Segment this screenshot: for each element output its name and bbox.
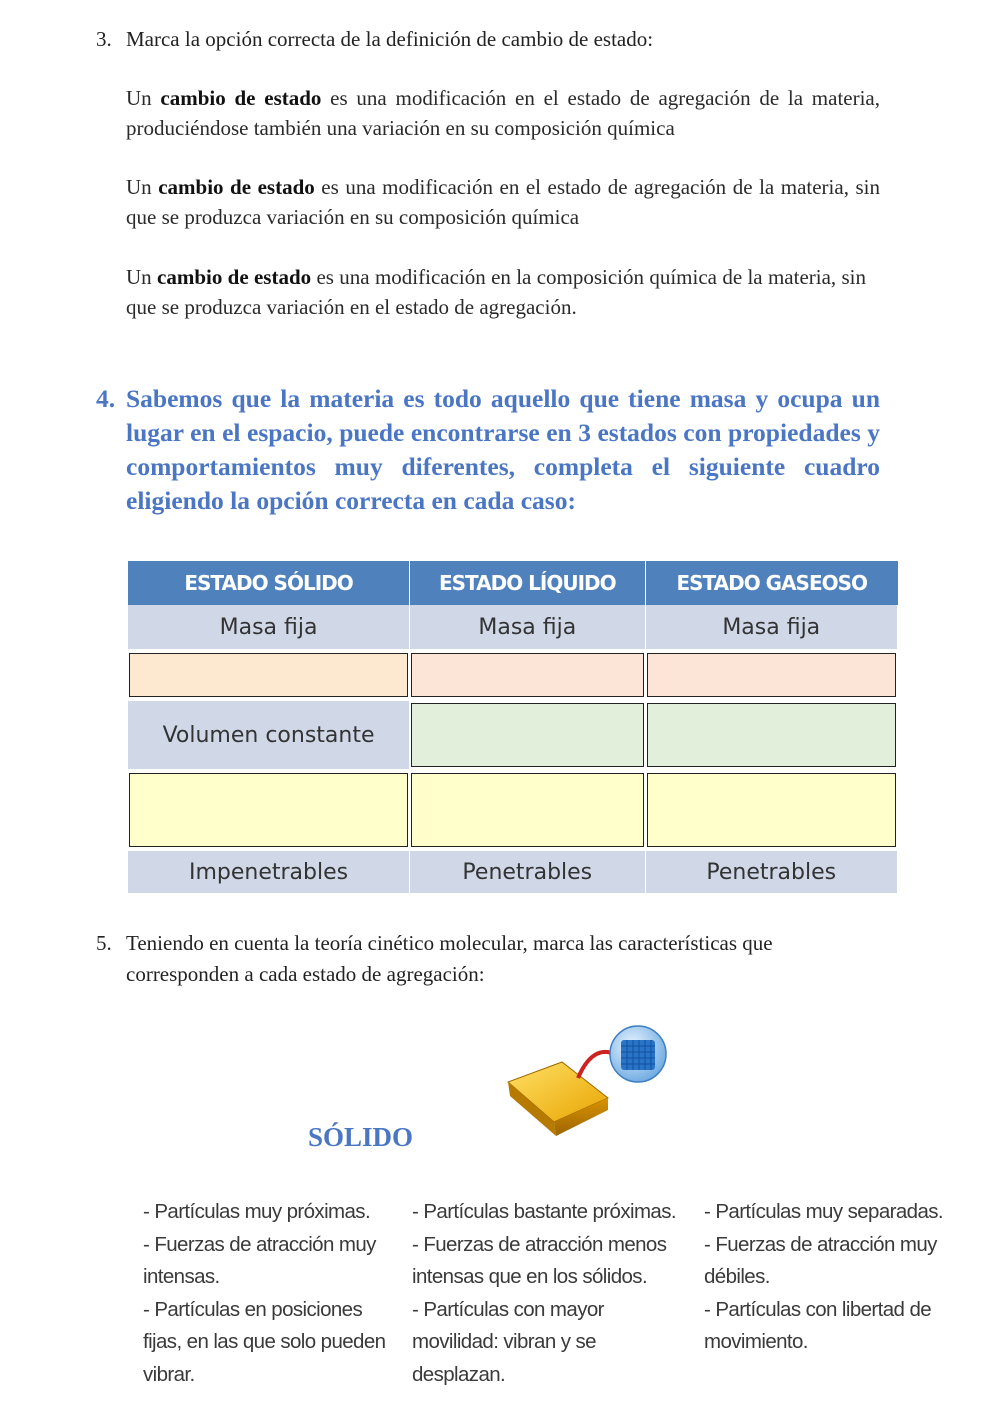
char-liquid-line-5: movilidad: vibran y se [412,1330,596,1353]
q5-text: Teniendo en cuenta la teoría cinético molecular, marca las características que corresponden a cada estado de agregación: [126,931,773,986]
q3-option-2-rest: es una modificación en el estado de agregación de la materia, sin que se produzca variación en su composición química [126,175,880,229]
char-gas-line-3: débiles. [704,1265,770,1288]
q3-number: 3. [96,27,112,51]
char-liquid-line-2: - Fuerzas de atracción menos [412,1232,667,1256]
cell-gas-shape [646,651,899,701]
q4-block [96,382,880,518]
cell-solid-mass: Masa fija [128,605,410,651]
char-solid-line-1: - Partículas muy próximas. [143,1200,371,1223]
cell-solid-compress [128,771,410,851]
char-gas-line-1: - Partículas muy separadas. [704,1200,944,1223]
cell-solid-penetrable: Impenetrables [128,851,410,895]
char-solid-line-6: vibrar. [143,1362,195,1386]
drop-slot-liquid-compress[interactable] [411,773,643,847]
cell-solid-volume: Volumen constante [128,701,410,771]
gold-ingot-icon [500,1020,670,1145]
q3-option-3-bold: cambio de estado [157,265,312,289]
q3-option-2-bold: cambio de estado [158,175,315,199]
q3-option-1-rest: es una modificación en el estado de agregación de la materia, produciéndose también una variación en su composición química [126,86,880,140]
drop-slot-liquid-volume[interactable] [411,703,643,767]
char-solid-line-5: fijas, en las que solo pueden [143,1330,386,1353]
q3-option-2[interactable] [126,172,880,232]
characteristics-solid[interactable] [143,1196,403,1391]
drop-slot-solid-compress[interactable] [129,773,408,847]
cell-gas-penetrable: Penetrables [646,851,899,895]
header-liquid: ESTADO LÍQUIDO [410,561,645,605]
char-solid-line-3: intensas. [143,1265,220,1288]
q3-option-3[interactable] [126,262,866,322]
characteristics-liquid[interactable] [412,1196,697,1391]
characteristics-gas[interactable] [704,1196,994,1359]
cell-liquid-mass: Masa fija [410,605,645,651]
drop-slot-gas-compress[interactable] [647,773,897,847]
q3-option-1-lead: Un [126,86,161,110]
char-solid-line-2: - Fuerzas de atracción muy [143,1232,376,1256]
cell-solid-shape [128,651,410,701]
q3-option-3-lead: Un [126,265,157,289]
header-solid: ESTADO SÓLIDO [128,561,410,605]
q4-number: 4. [96,384,116,413]
char-liquid-line-4: - Partículas con mayor [412,1297,604,1321]
cell-liquid-volume [410,701,645,771]
solid-label[interactable]: SÓLIDO [308,1122,414,1152]
char-gas-line-4: - Partículas con libertad de [704,1297,932,1321]
char-gas-line-2: - Fuerzas de atracción muy [704,1232,937,1256]
cell-liquid-penetrable: Penetrables [410,851,645,895]
drop-slot-liquid-shape[interactable] [411,653,643,697]
char-liquid-line-3: intensas que en los sólidos. [412,1265,648,1288]
char-solid-line-4: - Partículas en posiciones [143,1297,363,1321]
q5-block [96,928,886,990]
q4-text: Sabemos que la materia es todo aquello que tiene masa y ocupa un lugar en el espacio, puede encontrarse en 3 estados con propiedades y comportamientos muy diferentes, completa el siguiente cuadro eligiendo la opción correcta en cada caso: [126,384,880,515]
cell-gas-volume [646,701,899,771]
drop-slot-solid-shape[interactable] [129,653,408,697]
states-table [128,561,898,895]
cell-liquid-compress [410,771,645,851]
drop-slot-gas-shape[interactable] [647,653,897,697]
q3-title: Marca la opción correcta de la definición de cambio de estado: [126,27,654,51]
char-gas-line-5: movimiento. [704,1330,808,1353]
q3-option-2-lead: Un [126,175,159,199]
q3-option-3-rest: es una modificación en la composición química de la materia, sin que se produzca variación en el estado de agregación. [126,265,866,319]
cell-liquid-shape [410,651,645,701]
q5-number: 5. [96,931,112,955]
char-liquid-line-6: desplazan. [412,1362,506,1386]
q3-option-1-bold: cambio de estado [160,86,322,110]
cell-gas-mass: Masa fija [646,605,899,651]
q3-option-1[interactable] [126,83,880,143]
cell-gas-compress [646,771,899,851]
drop-slot-gas-volume[interactable] [647,703,897,767]
char-liquid-line-1: - Partículas bastante próximas. [412,1200,676,1223]
header-gas: ESTADO GASEOSO [646,561,899,605]
